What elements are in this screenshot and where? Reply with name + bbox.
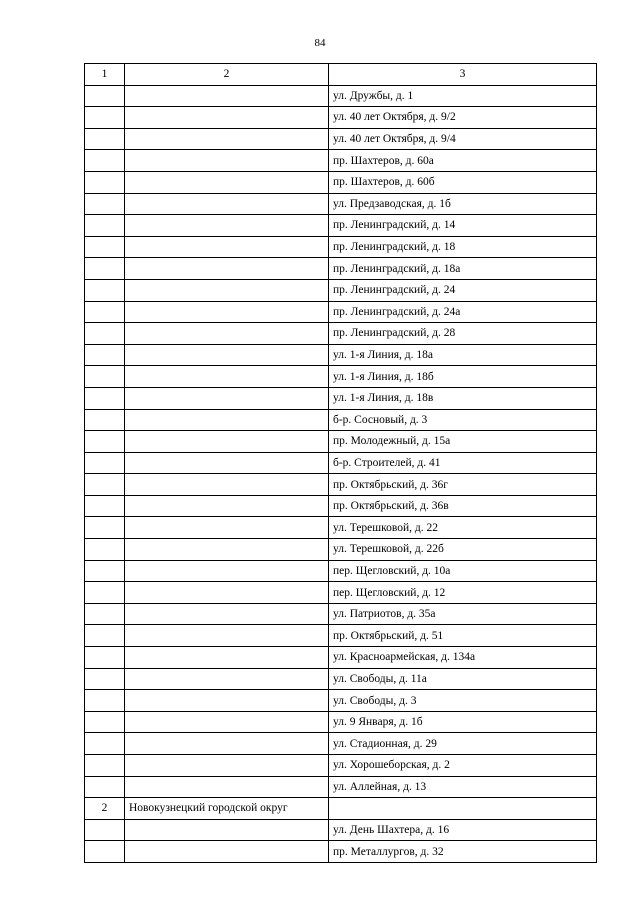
address-cell: пер. Щегловский, д. 10а xyxy=(329,560,597,582)
district-cell xyxy=(125,582,329,604)
district-cell xyxy=(125,409,329,431)
row-number-cell xyxy=(85,474,125,496)
address-cell: пр. Октябрьский, д. 51 xyxy=(329,625,597,647)
district-cell xyxy=(125,776,329,798)
row-number-cell xyxy=(85,236,125,258)
row-number-cell xyxy=(85,582,125,604)
column-header-1: 1 xyxy=(85,64,125,86)
table-row xyxy=(85,323,597,345)
row-number-cell xyxy=(85,819,125,841)
district-cell: Новокузнецкий городской округ xyxy=(125,798,329,820)
table-row xyxy=(85,107,597,129)
table-row xyxy=(85,452,597,474)
address-cell: б-р. Строителей, д. 41 xyxy=(329,452,597,474)
district-cell xyxy=(125,733,329,755)
row-number-cell xyxy=(85,323,125,345)
column-header-2: 2 xyxy=(125,64,329,86)
address-cell: ул. Предзаводская, д. 1б xyxy=(329,193,597,215)
district-cell xyxy=(125,215,329,237)
row-number-cell xyxy=(85,560,125,582)
table-row xyxy=(85,409,597,431)
table-row xyxy=(85,539,597,561)
table-row xyxy=(85,625,597,647)
district-cell xyxy=(125,647,329,669)
district-cell xyxy=(125,236,329,258)
row-number-cell xyxy=(85,733,125,755)
row-number-cell xyxy=(85,431,125,453)
table-row xyxy=(85,690,597,712)
district-cell xyxy=(125,387,329,409)
row-number-cell xyxy=(85,150,125,172)
table-row xyxy=(85,193,597,215)
row-number-cell xyxy=(85,128,125,150)
address-cell: пр. Ленинградский, д. 18 xyxy=(329,236,597,258)
district-cell xyxy=(125,819,329,841)
row-number-cell xyxy=(85,409,125,431)
table-row xyxy=(85,755,597,777)
address-cell: пер. Щегловский, д. 12 xyxy=(329,582,597,604)
district-cell xyxy=(125,128,329,150)
page-number: 84 xyxy=(314,37,326,49)
row-number-cell xyxy=(85,258,125,280)
column-header-3: 3 xyxy=(329,64,597,86)
table-row xyxy=(85,128,597,150)
district-cell xyxy=(125,452,329,474)
row-number-cell xyxy=(85,776,125,798)
district-cell xyxy=(125,258,329,280)
address-cell: пр. Октябрьский, д. 36в xyxy=(329,495,597,517)
table-row xyxy=(85,603,597,625)
address-cell: пр. Металлургов, д. 32 xyxy=(329,841,597,863)
district-cell xyxy=(125,668,329,690)
address-cell: ул. 9 Января, д. 1б xyxy=(329,711,597,733)
address-cell: ул. 1-я Линия, д. 18в xyxy=(329,387,597,409)
address-cell: пр. Ленинградский, д. 24а xyxy=(329,301,597,323)
table-row xyxy=(85,431,597,453)
address-cell: пр. Ленинградский, д. 24 xyxy=(329,279,597,301)
district-cell xyxy=(125,107,329,129)
row-number-cell xyxy=(85,366,125,388)
address-cell: пр. Шахтеров, д. 60а xyxy=(329,150,597,172)
row-number-cell xyxy=(85,171,125,193)
table-row xyxy=(85,711,597,733)
row-number-cell xyxy=(85,711,125,733)
table-row xyxy=(85,236,597,258)
address-cell: ул. Стадионная, д. 29 xyxy=(329,733,597,755)
address-cell: ул. Терешковой, д. 22б xyxy=(329,539,597,561)
district-cell xyxy=(125,517,329,539)
district-cell xyxy=(125,150,329,172)
row-number-cell xyxy=(85,107,125,129)
table-row xyxy=(85,366,597,388)
row-number-cell xyxy=(85,539,125,561)
address-cell: ул. 1-я Линия, д. 18а xyxy=(329,344,597,366)
address-cell: ул. День Шахтера, д. 16 xyxy=(329,819,597,841)
table-row xyxy=(85,668,597,690)
district-cell xyxy=(125,625,329,647)
address-cell: пр. Ленинградский, д. 14 xyxy=(329,215,597,237)
table-row xyxy=(85,474,597,496)
row-number-cell xyxy=(85,344,125,366)
district-cell xyxy=(125,495,329,517)
district-cell xyxy=(125,539,329,561)
table-row xyxy=(85,85,597,107)
table-row xyxy=(85,776,597,798)
row-number-cell xyxy=(85,755,125,777)
district-cell xyxy=(125,193,329,215)
district-cell xyxy=(125,603,329,625)
address-cell: ул. Терешковой, д. 22 xyxy=(329,517,597,539)
district-cell xyxy=(125,301,329,323)
address-cell: пр. Ленинградский, д. 18а xyxy=(329,258,597,280)
district-cell xyxy=(125,85,329,107)
address-cell: пр. Шахтеров, д. 60б xyxy=(329,171,597,193)
address-cell: ул. Хорошеборская, д. 2 xyxy=(329,755,597,777)
table-row xyxy=(85,171,597,193)
address-cell: ул. Красноармейская, д. 134а xyxy=(329,647,597,669)
address-cell: пр. Октябрьский, д. 36г xyxy=(329,474,597,496)
address-cell: ул. 1-я Линия, д. 18б xyxy=(329,366,597,388)
address-cell: ул. 40 лет Октября, д. 9/4 xyxy=(329,128,597,150)
row-number-cell xyxy=(85,647,125,669)
district-cell xyxy=(125,711,329,733)
row-number-cell xyxy=(85,452,125,474)
table-row xyxy=(85,387,597,409)
table-row xyxy=(85,647,597,669)
row-number-cell xyxy=(85,690,125,712)
address-cell: ул. Патриотов, д. 35а xyxy=(329,603,597,625)
address-cell: пр. Ленинградский, д. 28 xyxy=(329,323,597,345)
address-cell: ул. Дружбы, д. 1 xyxy=(329,85,597,107)
district-cell xyxy=(125,323,329,345)
address-cell: пр. Молодежный, д. 15а xyxy=(329,431,597,453)
district-cell xyxy=(125,431,329,453)
address-cell: ул. Аллейная, д. 13 xyxy=(329,776,597,798)
row-number-cell xyxy=(85,603,125,625)
district-cell xyxy=(125,366,329,388)
row-number-cell xyxy=(85,279,125,301)
table-row xyxy=(85,215,597,237)
address-cell: ул. Свободы, д. 3 xyxy=(329,690,597,712)
table-row xyxy=(85,819,597,841)
row-number-cell xyxy=(85,301,125,323)
district-cell xyxy=(125,344,329,366)
table-row xyxy=(85,301,597,323)
row-number-cell xyxy=(85,841,125,863)
row-number-cell: 2 xyxy=(85,798,125,820)
table-row xyxy=(85,344,597,366)
table-row xyxy=(85,150,597,172)
address-cell: б-р. Сосновый, д. 3 xyxy=(329,409,597,431)
table-row xyxy=(85,279,597,301)
district-cell xyxy=(125,841,329,863)
table-row xyxy=(85,733,597,755)
district-cell xyxy=(125,690,329,712)
row-number-cell xyxy=(85,625,125,647)
district-cell xyxy=(125,755,329,777)
address-table xyxy=(84,63,597,863)
district-cell xyxy=(125,474,329,496)
table-header-row xyxy=(85,64,597,86)
row-number-cell xyxy=(85,387,125,409)
table-row xyxy=(85,582,597,604)
row-number-cell xyxy=(85,517,125,539)
district-cell xyxy=(125,279,329,301)
row-number-cell xyxy=(85,85,125,107)
row-number-cell xyxy=(85,193,125,215)
table-row xyxy=(85,798,597,820)
row-number-cell xyxy=(85,668,125,690)
address-cell: ул. 40 лет Октября, д. 9/2 xyxy=(329,107,597,129)
address-cell: ул. Свободы, д. 11а xyxy=(329,668,597,690)
row-number-cell xyxy=(85,495,125,517)
table-row xyxy=(85,517,597,539)
row-number-cell xyxy=(85,215,125,237)
district-cell xyxy=(125,171,329,193)
table-row xyxy=(85,841,597,863)
district-cell xyxy=(125,560,329,582)
table-row xyxy=(85,495,597,517)
address-cell xyxy=(329,798,597,820)
table-row xyxy=(85,560,597,582)
table-row xyxy=(85,258,597,280)
